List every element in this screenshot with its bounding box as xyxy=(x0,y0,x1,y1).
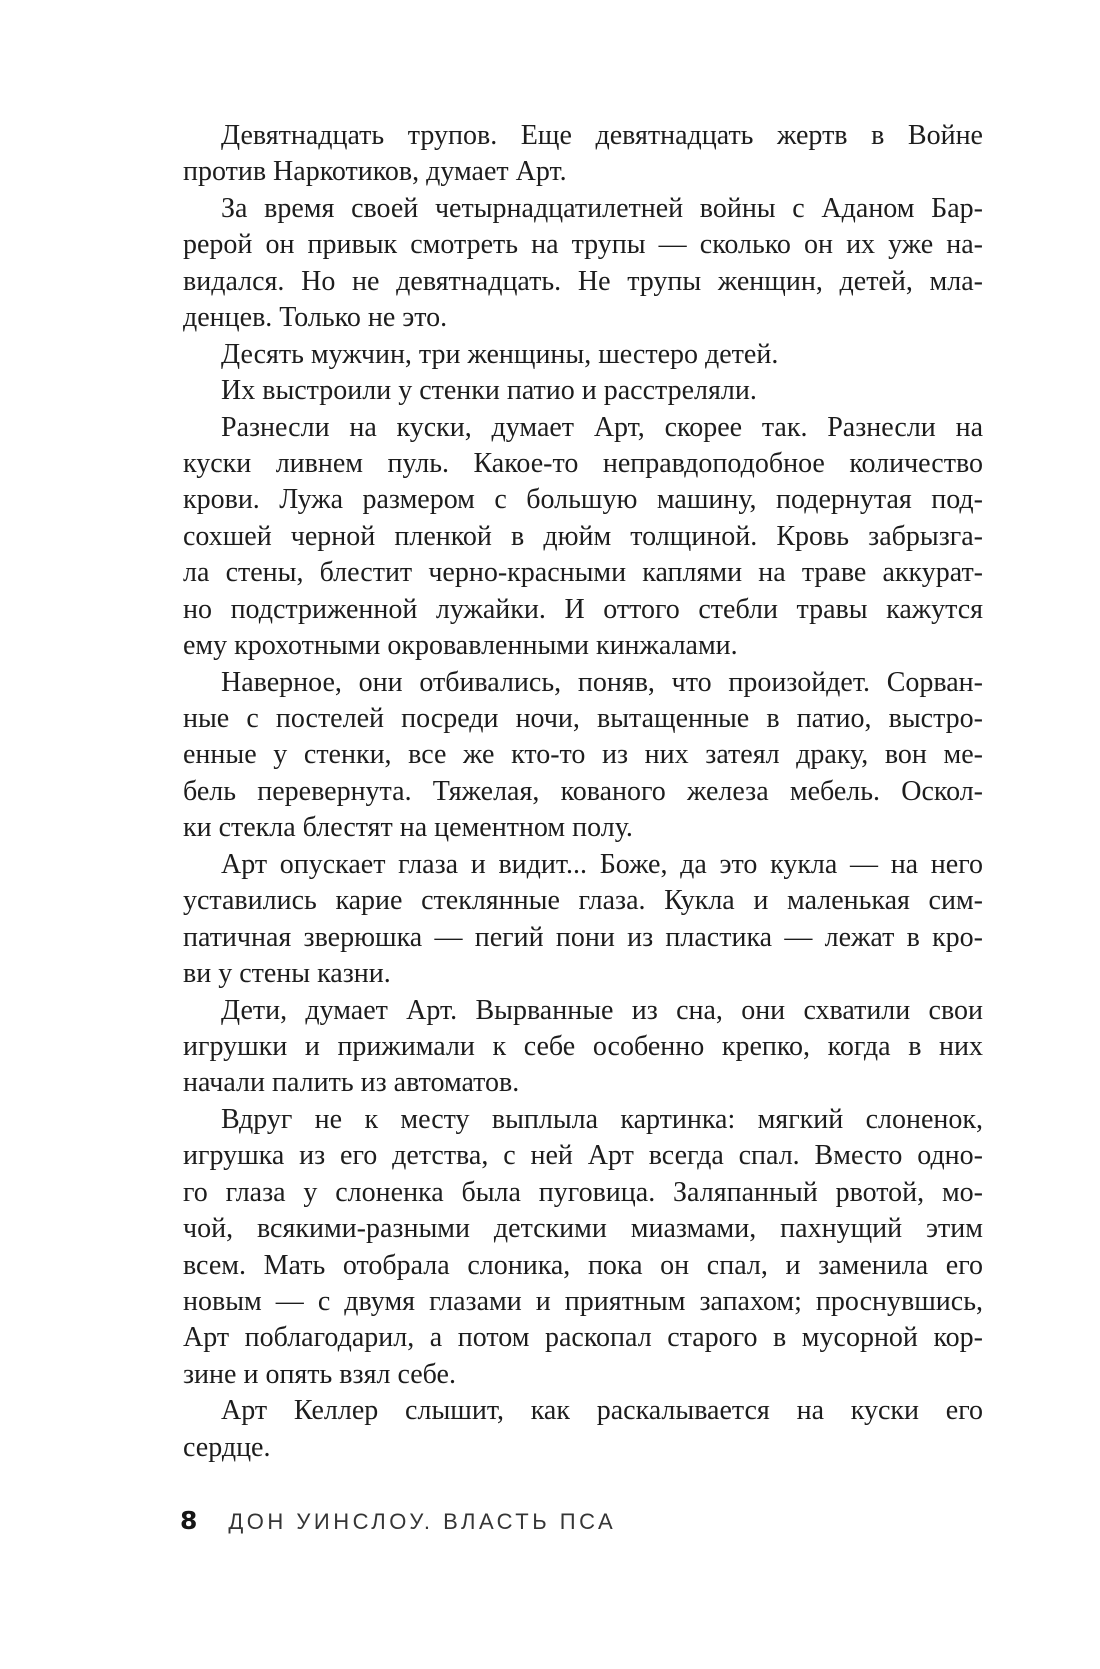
text-line: зине и опять взял себе. xyxy=(183,1358,456,1390)
text-line: денцев. Только не это. xyxy=(183,302,448,334)
running-title: ДОН УИНСЛОУ. ВЛАСТЬ ПСА xyxy=(228,1509,617,1534)
text-line: игрушки и прижимали к себе особенно крепко, когда в них xyxy=(183,1030,983,1062)
text-line: чой, всякими-разными детскими миазмами, пахнущий этим xyxy=(183,1213,983,1245)
text-line: рерой он привык смотреть на трупы — сколько он их уже на- xyxy=(183,229,983,261)
page-footer xyxy=(180,1506,616,1535)
text-line: сохшей черной пленкой в дюйм толщиной. Кровь забрызга- xyxy=(183,520,983,552)
text-line: Арт опускает глаза и видит... Боже, да это кукла — на него xyxy=(221,848,983,880)
text-line: видался. Но не девятнадцать. Не трупы женщин, детей, мла- xyxy=(183,265,983,297)
text-line: го глаза у слоненка была пуговица. Заляпанный рвотой, мо- xyxy=(183,1176,983,1208)
text-line: игрушка из его детства, с ней Арт всегда спал. Вместо одно- xyxy=(183,1140,983,1172)
text-line: За время своей четырнадцатилетней войны с Аданом Бар- xyxy=(221,192,983,224)
text-line: уставились карие стеклянные глаза. Кукла и маленькая сим- xyxy=(183,885,983,917)
text-line: патичная зверюшка — пегий пони из пластика — лежат в кро- xyxy=(183,921,983,953)
text-line: Арт Келлер слышит, как раскалывается на куски его xyxy=(221,1395,983,1427)
text-line: Наверное, они отбивались, поняв, что произойдет. Сорван- xyxy=(221,666,983,698)
text-line: бель перевернута. Тяжелая, кованого железа мебель. Оскол- xyxy=(183,775,983,807)
text-line: Дети, думает Арт. Вырванные из сна, они схватили свои xyxy=(221,994,983,1026)
text-line: но подстриженной лужайки. И оттого стебли травы кажутся xyxy=(183,593,983,625)
text-line: ные с постелей посреди ночи, вытащенные в патио, выстро- xyxy=(183,703,983,734)
text-line: Вдруг не к месту выплыла картинка: мягкий слоненок, xyxy=(221,1103,983,1135)
text-line: Девятнадцать трупов. Еще девятнадцать жертв в Войне xyxy=(221,120,983,151)
text-line: новым — с двумя глазами и приятным запахом; проснувшись, xyxy=(183,1286,983,1317)
text-line: куски ливнем пуль. Какое-то неправдоподобное количество xyxy=(183,447,983,479)
text-line: против Наркотиков, думает Арт. xyxy=(183,156,567,188)
text-line: ки стекла блестят на цементном полу. xyxy=(183,812,633,844)
text-line: Арт поблагодарил, а потом раскопал старого в мусорной кор- xyxy=(183,1322,983,1354)
text-line: енные у стенки, все же кто-то из них затеял драку, вон ме- xyxy=(183,739,983,771)
text-line: крови. Лужа размером с большую машину, подернутая под- xyxy=(183,484,983,516)
body-text xyxy=(183,118,983,1466)
text-line: ему крохотными окровавленными кинжалами. xyxy=(183,630,738,662)
text-line: Разнесли на куски, думает Арт, скорее так. Разнесли на xyxy=(221,411,983,443)
text-line: Их выстроили у стенки патио и расстреляли. xyxy=(221,375,757,407)
page-number: 8 xyxy=(180,1506,199,1535)
text-line: ви у стены казни. xyxy=(183,958,391,990)
text-line: всем. Мать отобрала слоника, пока он спал, и заменила его xyxy=(183,1249,983,1281)
text-line: Десять мужчин, три женщины, шестеро детей. xyxy=(221,338,779,370)
text-line: ла стены, блестит черно-красными каплями на траве аккурат- xyxy=(183,557,983,589)
text-line: сердце. xyxy=(183,1431,271,1463)
text-line: начали палить из автоматов. xyxy=(183,1067,520,1099)
